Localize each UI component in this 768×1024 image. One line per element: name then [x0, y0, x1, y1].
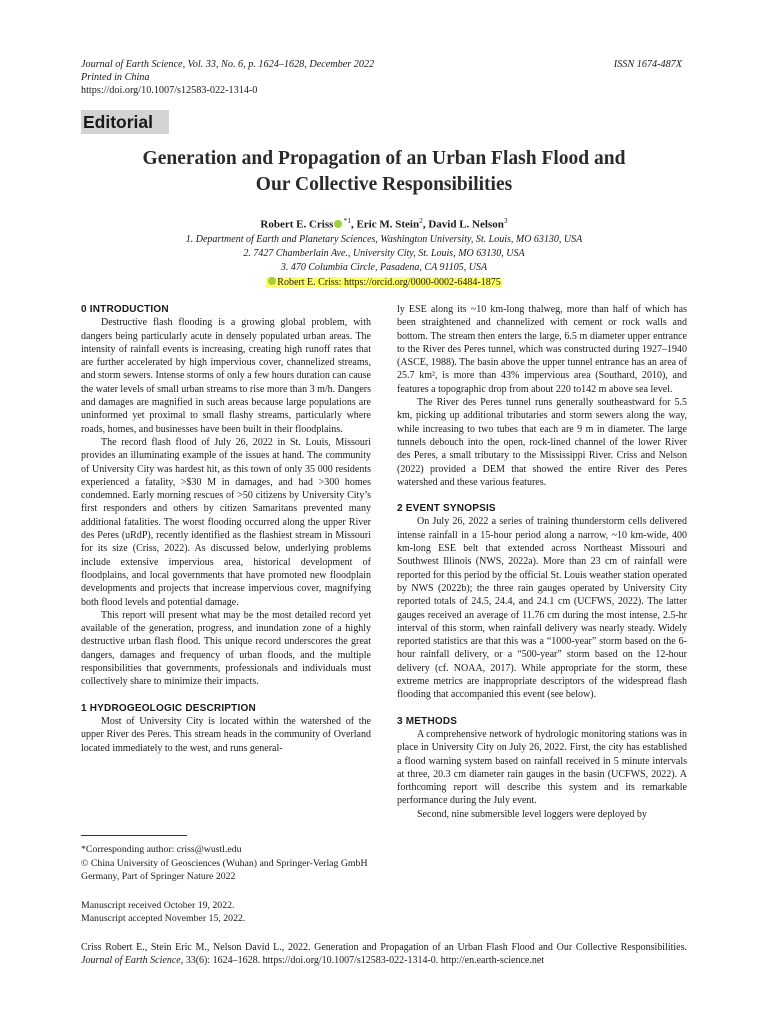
right-column: [397, 303, 687, 821]
title-line-1: Generation and Propagation of an Urban Flash Flood and: [142, 148, 626, 169]
paragraph: A comprehensive network of hydrologic monitoring stations was in place in University City on July 26, 2022. First, the city has established a flood warning system based on rainfall received in 5 minute intervals at three, 20.3 cm diameter rain gauges in the basin (UCFWS, 2022). A forthcoming report will describe this system and its remarkable performance during the July event.: [397, 728, 687, 807]
left-column: [81, 303, 371, 755]
paragraph: Most of University City is located within the watershed of the upper River des Peres. This stream heads in the community of Overland located immediately to the west, and runs general-: [81, 715, 371, 754]
orcid-link[interactable]: Robert E. Criss: https://orcid.org/0000-0002-6484-1875: [277, 277, 501, 288]
author-2-marker: 2: [419, 216, 423, 225]
paragraph: ly ESE along its ~10 km-long thalweg, more than half of which has been straightened and channelized with cement or rock walls and bottom. The stream then enters the large, 6.5 m diameter upper entrance to the River des Peres tunnel, which was constructed during 1927–1940 (ASCE, 1988). The basin above the upper tunnel entrance has an area of 25.7 km², is more than 43% impervious area (Southard, 2010), and features a topographic drop from about 220 to142 m above sea level.: [397, 304, 687, 395]
footnote-divider: [81, 835, 187, 836]
paper-title: [60, 146, 708, 198]
doi-link[interactable]: https://doi.org/10.1007/s12583-022-1314-0: [81, 85, 258, 96]
affiliation-1: 1. Department of Earth and Planetary Sciences, Washington University, St. Louis, MO 63130, USA: [185, 234, 583, 245]
printed-in: Printed in China: [81, 72, 150, 83]
author-2: , Eric M. Stein: [350, 218, 420, 231]
author-list: [0, 214, 768, 232]
author-3: , David L. Nelson: [422, 218, 504, 231]
citation-details: , 33(6): 1624–1628. https://doi.org/10.1007/s12583-022-1314-0. http://en.earth-science.net: [180, 955, 545, 966]
heading-hydrogeologic: 1 HYDROGEOLOGIC DESCRIPTION: [81, 702, 256, 714]
heading-event-synopsis: 2 EVENT SYNOPSIS: [397, 503, 496, 515]
affiliation-3: 3. 470 Columbia Circle, Pasadena, CA 91105, USA: [280, 262, 488, 273]
paragraph: On July 26, 2022 a series of training thunderstorm cells delivered intense rainfall in a 15-hour period along a narrow, ~10 km-wide, 400 km-long ESE belt that extended across Northeast Missouri and Southwest Illinois (NWS, 2022a). More than 23 cm of rainfall were reported for this period by the official St. Louis weather station operated by NWS (2022b); the three rain gauges operated by University City reported totals of 24.5, 24.4, and 24.1 cm (UCFWS, 2022). The latter gauges received an average of 11.76 cm during the most intense, 2.5-hr interval of this storm, when rainfall delivery was nearly steady. Widely reported statistics are that this was a “1000-year” storm based on the 6-hour rainfall delivery, or a “500-year” storm based on the 12-hour delivery (cf. NOAA, 2017). While appropriate for the storm, these extreme metrics are inappropriate descriptors of the widespread flash flooding that accompanied this event (see below).: [397, 516, 687, 701]
author-3-marker: 3: [503, 216, 508, 225]
author-1: Robert E. Criss: [260, 218, 334, 231]
orcid-icon: [268, 277, 276, 285]
manuscript-received: Manuscript received October 19, 2022.: [81, 900, 235, 911]
affiliation-2: 2. 7427 Chamberlain Ave., University City, St. Louis, MO 63130, USA: [243, 248, 525, 259]
heading-introduction: 0 INTRODUCTION: [81, 304, 169, 315]
paragraph: This report will present what may be the most detailed record yet available of the generation, progress, and inundation zone of a highly destructive urban flash flood. This unique record underscores the great dangers, damages and frequency of urban floods, and the multiple responsibilities that governments, professionals and individuals must collectively share to minimize their impacts.: [81, 609, 371, 688]
orcid-icon[interactable]: [334, 220, 342, 228]
copyright: © China University of Geosciences (Wuhan) and Springer-Verlag GmbH Germany, Part of Springer Nature 2022: [81, 858, 368, 882]
heading-methods: 3 METHODS: [397, 715, 458, 727]
paragraph: The River des Peres tunnel runs generally southeastward for 5.5 km, picking up additional tributaries and storm sewers along the way, while increasing to two tubes that each are 9 m in diameter. The large tunnels debouch into the open, rock-lined channel of the lower River des Peres, a small tributary to the Mississippi River. Criss and Nelson (2022) provided a DEM that showed the entire River des Peres watershed and these various features.: [397, 397, 687, 488]
author-1-marker: *1: [343, 216, 351, 225]
title-line-2: Our Collective Responsibilities: [255, 174, 513, 195]
citation-footer: [81, 941, 687, 967]
paragraph: The record flash flood of July 26, 2022 in St. Louis, Missouri provides an illuminating example of the issues at hand. The community of University City was hardest hit, as this town of only 35 000 residents experienced a fatality, >$30 M in damages, and had >300 homes condemned. Early morning rescues of >50 citizens by University City’s first responders and others by citizen Samaritans prevented many additional fatalities. The worst flooding occurred along the upper River des Peres (uRdP), recently identified as the flashiest stream in Missouri for its size (Criss, 2022). As discussed below, underlying problems include extensive impervious area, historical development of floodplains, and local governments that have promoted new floodplain developments and projects that increase impervious cover, magnifying both flood levels and potential damage.: [81, 436, 371, 608]
journal-citation-header: Journal of Earth Science, Vol. 33, No. 6, p. 1624–1628, December 2022: [81, 59, 375, 70]
orcid-line[interactable]: [0, 276, 768, 289]
paragraph: Second, nine submersible level loggers were deployed by: [417, 808, 647, 820]
citation-text: Criss Robert E., Stein Eric M., Nelson David L., 2022. Generation and Propagation of an Urban Flash Flood and Our Collective Responsibilities.: [81, 942, 687, 953]
corresponding-author: *Corresponding author: criss@wustl.edu: [81, 844, 242, 855]
citation-journal: Journal of Earth Science: [81, 955, 181, 966]
issn: ISSN 1674-487X: [613, 59, 682, 70]
paragraph: Destructive flash flooding is a growing global problem, with dangers being particularly acute in densely populated urban areas. The intensity of rainfall events is increasing, creating high runoff rates that are further accelerated by high impervious cover, channelized streams, and storm sewers. Intense storms of only a few hours duration can cause the water levels of small urban streams to rise more than 3 m/h. Dangers and damages are magnified in such areas because large populations are uninformed yet proximal to small flashy streams, particularly where roads, homes, and businesses have been built in their floodplains.: [81, 317, 371, 435]
section-label: Editorial: [81, 110, 169, 134]
manuscript-accepted: Manuscript accepted November 15, 2022.: [81, 913, 246, 924]
